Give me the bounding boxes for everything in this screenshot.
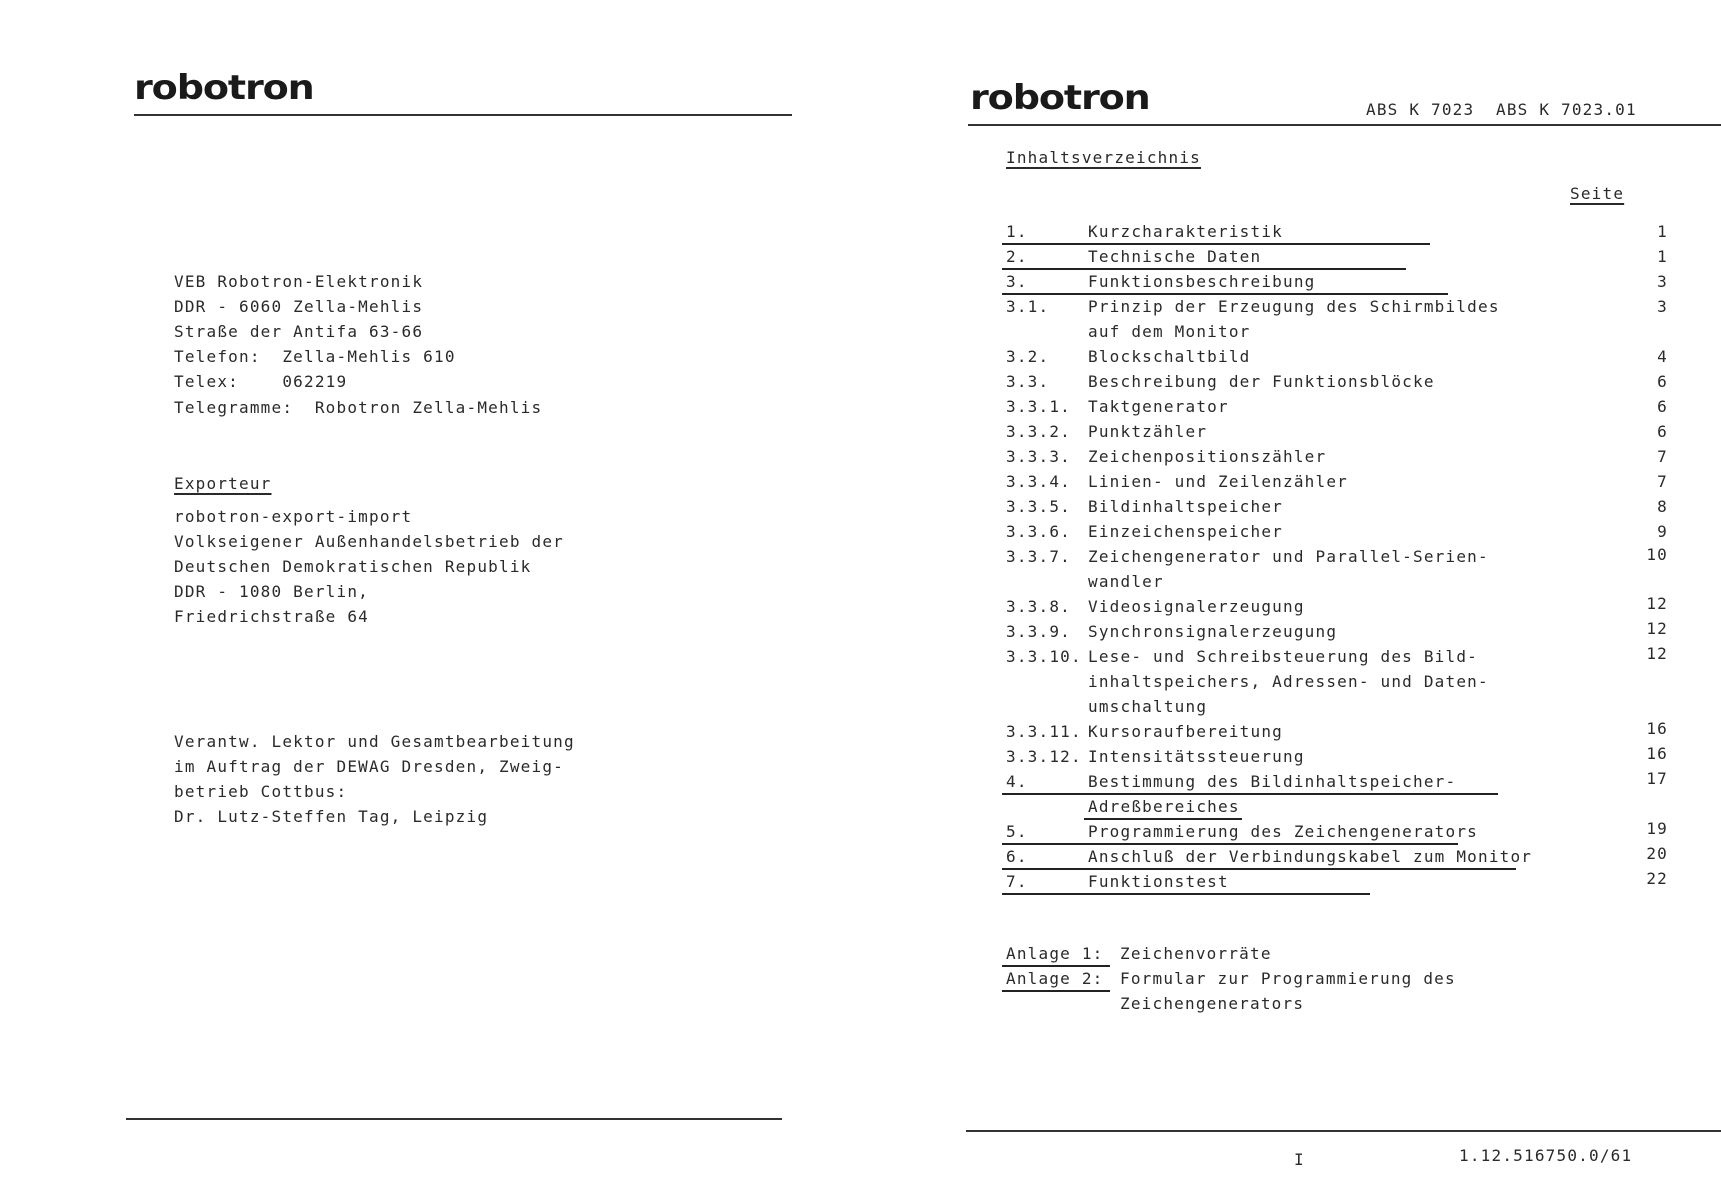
toc-title: Adreßbereiches: [1088, 797, 1240, 816]
toc-number: 3.3.4.: [1006, 472, 1071, 491]
toc-number: 3.3.3.: [1006, 447, 1071, 466]
toc-number: 3.3.6.: [1006, 522, 1071, 541]
lektor-line: Dr. Lutz-Steffen Tag, Leipzig: [174, 807, 489, 826]
toc-title: Lese- und Schreibsteuerung des Bild-: [1088, 647, 1478, 666]
toc-title: auf dem Monitor: [1088, 322, 1251, 341]
seite-label: Seite: [1570, 184, 1625, 203]
toc-underline: [1002, 243, 1430, 245]
toc-page: 12: [1646, 619, 1668, 638]
toc-title: Taktgenerator: [1088, 397, 1229, 416]
telex-line: Telex: 062219: [174, 372, 348, 391]
toc-page: 6: [1657, 372, 1668, 391]
toc-number: 3.3.1.: [1006, 397, 1071, 416]
toc-title: umschaltung: [1088, 697, 1208, 716]
toc-title: Technische Daten: [1088, 247, 1262, 266]
toc-page: 12: [1646, 644, 1668, 663]
toc-page: 1: [1657, 222, 1668, 241]
toc-underline: [1002, 793, 1498, 795]
toc-number: 4.: [1006, 772, 1028, 791]
toc-number: 2.: [1006, 247, 1028, 266]
address-line: DDR - 6060 Zella-Mehlis: [174, 297, 424, 316]
toc-underline: [1002, 843, 1458, 845]
exporteur-line: Friedrichstraße 64: [174, 607, 369, 626]
toc-heading: Inhaltsverzeichnis: [1006, 148, 1201, 167]
toc-page: 1: [1657, 247, 1668, 266]
toc-title: wandler: [1088, 572, 1164, 591]
anlage-label: Anlage 2:: [1006, 969, 1104, 988]
exporteur-line: DDR - 1080 Berlin,: [174, 582, 369, 601]
toc-number: 5.: [1006, 822, 1028, 841]
toc-page: 3: [1657, 297, 1668, 316]
anlage-underline: [1002, 965, 1110, 967]
toc-number: 3.3.: [1006, 372, 1050, 391]
toc-title: Linien- und Zeilenzähler: [1088, 472, 1348, 491]
exporteur-line: Volkseigener Außenhandelsbetrieb der: [174, 532, 564, 551]
toc-underline: [1002, 268, 1406, 270]
toc-title: Beschreibung der Funktionsblöcke: [1088, 372, 1435, 391]
toc-number: 3.3.8.: [1006, 597, 1071, 616]
address-line: Straße der Antifa 63-66: [174, 322, 424, 341]
toc-title: Funktionstest: [1088, 872, 1229, 891]
anlage-text: Zeichenvorräte: [1120, 944, 1272, 963]
toc-title: Einzeichenspeicher: [1088, 522, 1283, 541]
address-line: VEB Robotron-Elektronik: [174, 272, 424, 291]
toc-page: 7: [1657, 447, 1668, 466]
toc-title: Anschluß der Verbindungskabel zum Monitor: [1088, 847, 1533, 866]
lektor-line: Verantw. Lektor und Gesamtbearbeitung: [174, 732, 575, 751]
anlage-text: Zeichengenerators: [1120, 994, 1305, 1013]
toc-page: 12: [1646, 594, 1668, 613]
toc-number: 3.: [1006, 272, 1028, 291]
toc-underline: [1002, 868, 1516, 870]
telegram-line: Telegramme: Robotron Zella-Mehlis: [174, 398, 543, 417]
toc-page: 22: [1646, 869, 1668, 888]
toc-underline: [1084, 818, 1242, 820]
anlage-underline: [1002, 990, 1110, 992]
toc-number: 3.3.7.: [1006, 547, 1071, 566]
toc-underline: [1002, 893, 1370, 895]
page-number: I: [1294, 1150, 1305, 1169]
toc-title: Punktzähler: [1088, 422, 1208, 441]
toc-title: Videosignalerzeugung: [1088, 597, 1305, 616]
toc-page: 3: [1657, 272, 1668, 291]
anlage-text: Formular zur Programmierung des: [1120, 969, 1456, 988]
toc-number: 3.3.10.: [1006, 647, 1082, 666]
toc-title: inhaltspeichers, Adressen- und Daten-: [1088, 672, 1489, 691]
lektor-line: betrieb Cottbus:: [174, 782, 348, 801]
toc-page: 10: [1646, 545, 1668, 564]
document-ids: ABS K 7023 ABS K 7023.01: [1366, 100, 1637, 119]
exporteur-line: robotron-export-import: [174, 507, 413, 526]
header-rule: [968, 124, 1721, 126]
toc-page: 8: [1657, 497, 1668, 516]
toc-number: 3.3.11.: [1006, 722, 1082, 741]
robotron-logo: robotron: [134, 68, 314, 108]
toc-number: 3.3.9.: [1006, 622, 1071, 641]
footer-rule: [966, 1130, 1721, 1132]
toc-number: 3.3.5.: [1006, 497, 1071, 516]
header-rule: [134, 114, 792, 116]
toc-title: Intensitätssteuerung: [1088, 747, 1305, 766]
left-page: [0, 0, 860, 1200]
phone-line: Telefon: Zella-Mehlis 610: [174, 347, 456, 366]
document-code: 1.12.516750.0/61: [1459, 1146, 1633, 1165]
toc-title: Zeichenpositionszähler: [1088, 447, 1327, 466]
toc-title: Programmierung des Zeichengenerators: [1088, 822, 1478, 841]
toc-title: Bildinhaltspeicher: [1088, 497, 1283, 516]
robotron-logo: robotron: [970, 78, 1150, 118]
toc-title: Bestimmung des Bildinhaltspeicher-: [1088, 772, 1457, 791]
toc-page: 7: [1657, 472, 1668, 491]
toc-number: 3.2.: [1006, 347, 1050, 366]
exporteur-heading: Exporteur: [174, 474, 272, 493]
toc-number: 3.3.12.: [1006, 747, 1082, 766]
toc-page: 16: [1646, 744, 1668, 763]
toc-page: 17: [1646, 769, 1668, 788]
toc-title: Prinzip der Erzeugung des Schirmbildes: [1088, 297, 1500, 316]
toc-number: 3.3.2.: [1006, 422, 1071, 441]
toc-number: 6.: [1006, 847, 1028, 866]
toc-page: 4: [1657, 347, 1668, 366]
toc-number: 1.: [1006, 222, 1028, 241]
toc-page: 20: [1646, 844, 1668, 863]
toc-page: 9: [1657, 522, 1668, 541]
exporteur-line: Deutschen Demokratischen Republik: [174, 557, 532, 576]
toc-title: Blockschaltbild: [1088, 347, 1251, 366]
anlage-label: Anlage 1:: [1006, 944, 1104, 963]
toc-underline: [1002, 293, 1448, 295]
right-page: [860, 0, 1721, 1200]
toc-page: 16: [1646, 719, 1668, 738]
toc-title: Zeichengenerator und Parallel-Serien-: [1088, 547, 1489, 566]
lektor-line: im Auftrag der DEWAG Dresden, Zweig-: [174, 757, 564, 776]
toc-title: Synchronsignalerzeugung: [1088, 622, 1338, 641]
footer-rule: [126, 1118, 782, 1120]
toc-page: 19: [1646, 819, 1668, 838]
toc-page: 6: [1657, 422, 1668, 441]
toc-page: 6: [1657, 397, 1668, 416]
toc-title: Funktionsbeschreibung: [1088, 272, 1316, 291]
toc-title: Kurzcharakteristik: [1088, 222, 1283, 241]
toc-number: 7.: [1006, 872, 1028, 891]
toc-title: Kursoraufbereitung: [1088, 722, 1283, 741]
toc-number: 3.1.: [1006, 297, 1050, 316]
